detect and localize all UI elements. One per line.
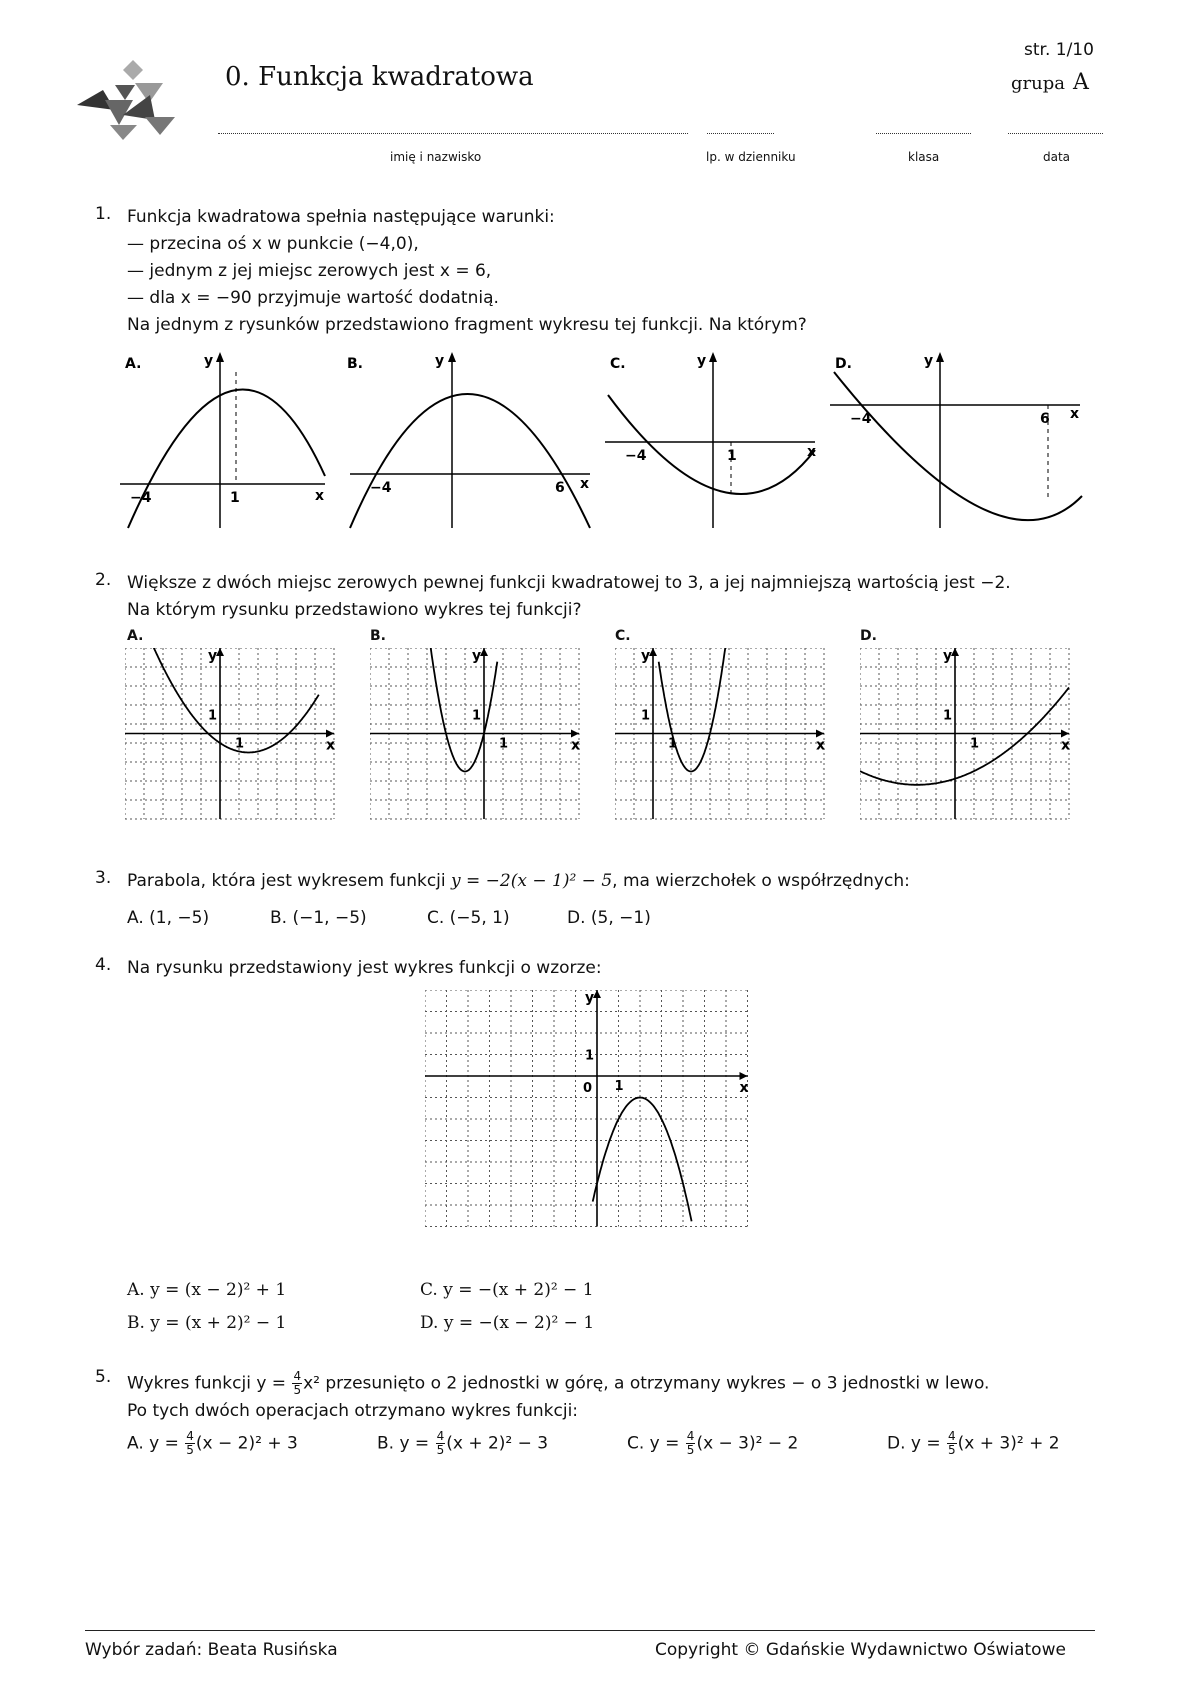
option-label: A.	[125, 356, 142, 372]
q3-option-b[interactable]: B. (−1, −5)	[270, 908, 367, 928]
q1-graph-c[interactable]	[605, 350, 820, 530]
option-label: B.	[347, 356, 363, 372]
q2-option-b-label: B.	[370, 628, 386, 644]
x-tick-label: 1	[668, 736, 678, 752]
option-label: C.	[610, 356, 626, 372]
q2-graph-c[interactable]	[615, 648, 835, 826]
footer-author: Wybór zadań: Beata Rusińska	[85, 1640, 338, 1660]
group-letter: A	[1072, 70, 1089, 95]
question-3-number: 3.	[95, 868, 112, 888]
q3-option-a[interactable]: A. (1, −5)	[127, 908, 210, 928]
y-axis-label: y	[585, 990, 595, 1006]
y-axis-label: y	[472, 648, 482, 664]
svg-text:−4: −4	[850, 411, 872, 427]
svg-text:−4: −4	[130, 490, 152, 506]
q3-formula: y = −2(x − 1)² − 5	[451, 871, 613, 891]
q3-option-d[interactable]: D. (5, −1)	[567, 908, 651, 928]
y-tick-label: 1	[585, 1048, 595, 1064]
page-title: 0. Funkcja kwadratowa	[225, 62, 534, 92]
class-field[interactable]	[876, 133, 971, 134]
svg-text:y: y	[924, 353, 934, 369]
x-axis-label: x	[326, 737, 336, 754]
x-axis-label: x	[816, 737, 826, 754]
question-3-text: Parabola, która jest wykresem funkcji y = −2(x − 1)² − 5, ma wierzchołek o współrzędnych:	[127, 871, 910, 891]
q1-graph-a[interactable]	[120, 350, 335, 530]
name-field-label: imię i nazwisko	[390, 150, 482, 164]
q5-option-c[interactable]: C. y = $\frac{4}{5}$ (x − 3)² − 2	[627, 1429, 799, 1457]
q5-option-d[interactable]: D. y = $\frac{4}{5}$ (x + 3)² + 2	[887, 1429, 1060, 1457]
svg-text:x: x	[807, 444, 817, 460]
q2-option-d-label: D.	[860, 628, 877, 644]
q5-option-a[interactable]: A. y = $\frac{4}{5}$ (x − 2)² + 3	[127, 1429, 298, 1457]
option-label: D.	[835, 356, 852, 372]
svg-text:y: y	[435, 353, 445, 369]
q4-option-d[interactable]: D. y = −(x − 2)² − 1	[420, 1313, 595, 1333]
name-field[interactable]	[218, 133, 688, 134]
y-tick-label: 1	[472, 708, 482, 724]
y-axis-label: y	[943, 648, 953, 664]
date-field-label: data	[1043, 150, 1071, 164]
x-axis-label: x	[571, 737, 581, 754]
question-1-number: 1.	[95, 204, 112, 224]
svg-text:−4: −4	[625, 448, 647, 464]
q4-option-b[interactable]: B. y = (x + 2)² − 1	[127, 1313, 287, 1333]
question-2-number: 2.	[95, 570, 112, 590]
question-2-text: Większe z dwóch miejsc zerowych pewnej funkcji kwadratowej to 3, a jej najmniejszą wartością jest −2. Na którym rysunku przedstawiono wykres tej funkcji?	[127, 573, 1011, 620]
footer-divider	[85, 1630, 1095, 1631]
svg-text:6: 6	[555, 480, 565, 496]
q1-graph-d[interactable]	[830, 350, 1085, 530]
register-number-field[interactable]	[707, 133, 774, 134]
question-1-text: Funkcja kwadratowa spełnia następujące warunki: — przecina oś x w punkcie (−4,0), — jednym z jej miejsc zerowych jest x = 6, — dla x = −90 przyjmuje wartość dodatnią. Na jednym z rysunków przedstawiono fragment wykresu tej funkcji. Na którym?	[127, 207, 807, 335]
q4-graph	[425, 990, 785, 1250]
page-number: str. 1/10	[1024, 40, 1094, 60]
footer-copyright: Copyright © Gdańskie Wydawnictwo Oświatowe	[655, 1640, 1066, 1660]
svg-text:y: y	[204, 353, 214, 369]
svg-text:x: x	[315, 488, 325, 504]
q4-option-c[interactable]: C. y = −(x + 2)² − 1	[420, 1280, 594, 1300]
question-4-text: Na rysunku przedstawiony jest wykres funkcji o wzorze:	[127, 958, 602, 978]
parabola-curve	[593, 1098, 692, 1222]
group-indicator: grupa A	[1011, 70, 1089, 95]
question-4-number: 4.	[95, 955, 112, 975]
q4-option-a[interactable]: A. y = (x − 2)² + 1	[127, 1280, 287, 1300]
svg-text:x: x	[580, 476, 590, 492]
q3-options	[127, 908, 827, 938]
q2-graph-b[interactable]	[370, 648, 590, 826]
x-tick-label: 1	[499, 736, 509, 752]
date-field[interactable]	[1008, 133, 1103, 134]
svg-text:y: y	[697, 353, 707, 369]
parabola-curve	[125, 648, 319, 753]
x-tick-label: 1	[970, 736, 980, 752]
q3-option-c[interactable]: C. (−5, 1)	[427, 908, 510, 928]
q5-option-b[interactable]: B. y = $\frac{4}{5}$ (x + 2)² − 3	[377, 1429, 549, 1457]
x-axis-label: x	[1061, 737, 1071, 754]
x-axis-label: x	[739, 1080, 749, 1096]
y-tick-label: 1	[641, 708, 651, 724]
question-5-number: 5.	[95, 1367, 112, 1387]
class-field-label: klasa	[908, 150, 940, 164]
svg-text:1: 1	[230, 490, 240, 506]
svg-text:6: 6	[1040, 411, 1050, 427]
y-axis-label: y	[208, 648, 218, 664]
y-tick-label: 1	[943, 708, 953, 724]
q2-option-a-label: A.	[127, 628, 144, 644]
parabola-curve	[860, 688, 1069, 785]
q2-graph-d[interactable]	[860, 648, 1080, 826]
question-5-text: Wykres funkcji y = $\frac{4}{5}$ x² przesunięto o 2 jednostki w górę, a otrzymany wykres − o 3 jednostki w lewo. Po tych dwóch operacjach otrzymano wykres funkcji:	[127, 1369, 990, 1421]
q4-options	[127, 1280, 827, 1344]
q2-option-c-label: C.	[615, 628, 631, 644]
publisher-logo	[75, 55, 185, 145]
svg-text:1: 1	[727, 448, 737, 464]
y-axis-label: y	[641, 648, 651, 664]
x-tick-label: 1	[235, 736, 245, 752]
q5-options	[127, 1430, 1087, 1470]
y-tick-label: 1	[208, 708, 218, 724]
origin-label: 0	[583, 1081, 593, 1096]
svg-text:x: x	[1070, 406, 1080, 422]
q2-graph-a[interactable]	[125, 648, 345, 826]
register-field-label: lp. w dzienniku	[706, 150, 796, 164]
q1-graph-b[interactable]	[345, 350, 595, 530]
x-tick-label: 1	[614, 1079, 624, 1094]
svg-text:−4: −4	[370, 480, 392, 496]
